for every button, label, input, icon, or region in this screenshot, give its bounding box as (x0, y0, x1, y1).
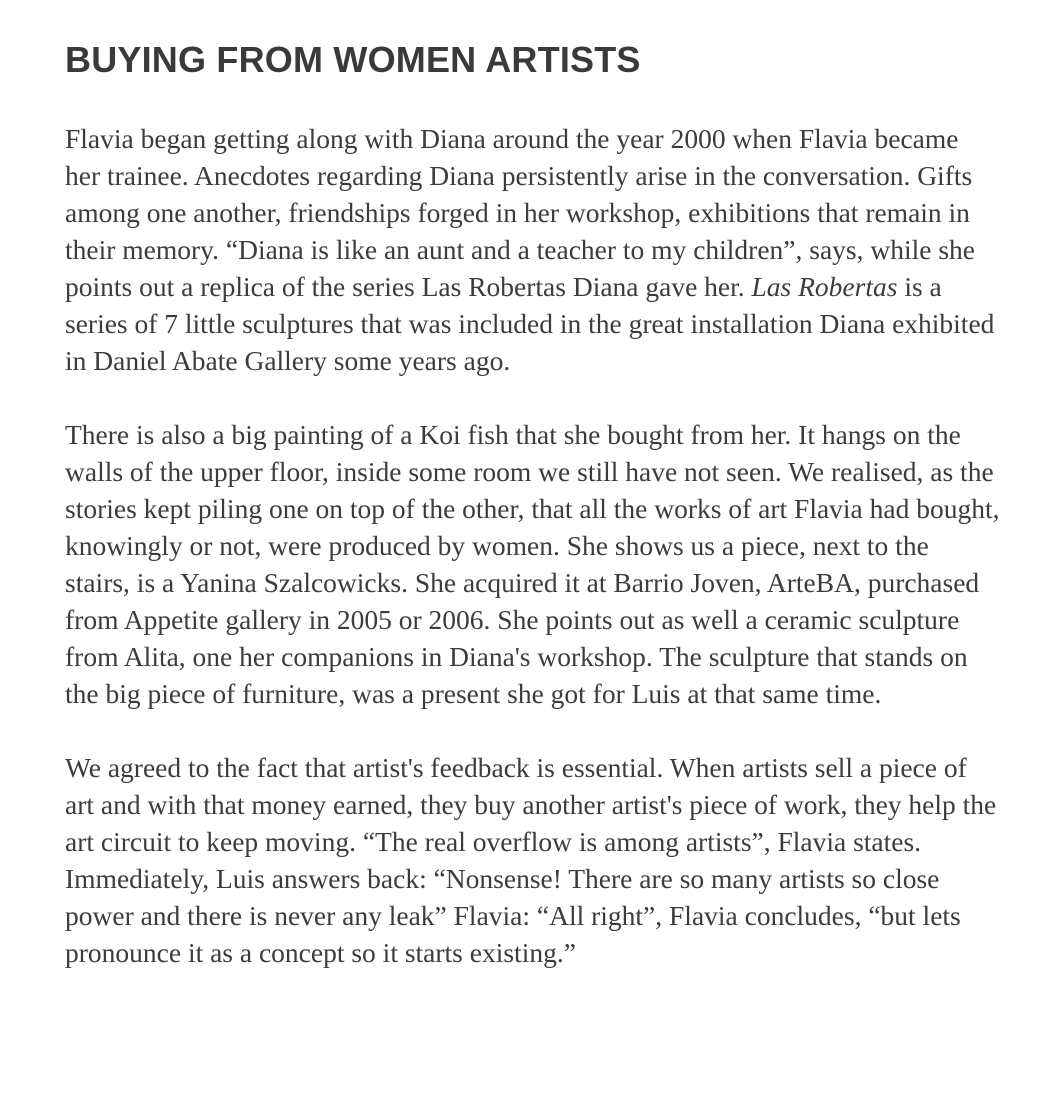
paragraph-2: There is also a big painting of a Koi fish that she bought from her. It hangs on the walls of the upper floor, inside some room we still have not seen. We realised, as the stories kept piling one on top of the other, that all the works of art Flavia had bought, knowingly or not, were produced by women. She shows us a piece, next to the stairs, is a Yanina Szalcowicks. She acquired it at Barrio Joven, ArteBA, purchased from Appetite gallery in 2005 or 2006. She points out as well a ceramic sculpture from Alita, one her companions in Diana's workshop. The sculpture that stands on the big piece of furniture, was a present she got for Luis at that same time. (65, 419, 1000, 709)
article-title: BUYING FROM WOMEN ARTISTS (65, 39, 641, 80)
paragraph-1 (65, 120, 1000, 379)
series-title-italic: Las Robertas (751, 271, 898, 302)
paragraph-3: We agreed to the fact that artist's feedback is essential. When artists sell a piece of art and with that money earned, they buy another artist's piece of work, they help the art circuit to keep moving. “The real overflow is among artists”, Flavia states. Immediately, Luis answers back: “Nonsense! There are so many artists so close power and there is never any leak” Flavia: “All right”, Flavia concludes, “but lets pronounce it as a concept so it starts existing.” (65, 752, 997, 968)
article (65, 38, 1000, 1008)
paragraph-1-text-start: Flavia began getting along with Diana around the year 2000 when Flavia became her trainee. Anecdotes regarding Diana persistently arise in the conversation. Gifts among one another, friendships forged in her workshop, exhibitions that remain in their memory. “Diana is like an aunt and a teacher to my children”, says, while she points out a replica of the series Las Robertas Diana gave her. (65, 123, 975, 302)
paragraph-1-text-end: is a series of 7 little sculptures that was included in the great installation Diana exhibited in Daniel Abate Gallery some years ago. (65, 271, 995, 376)
